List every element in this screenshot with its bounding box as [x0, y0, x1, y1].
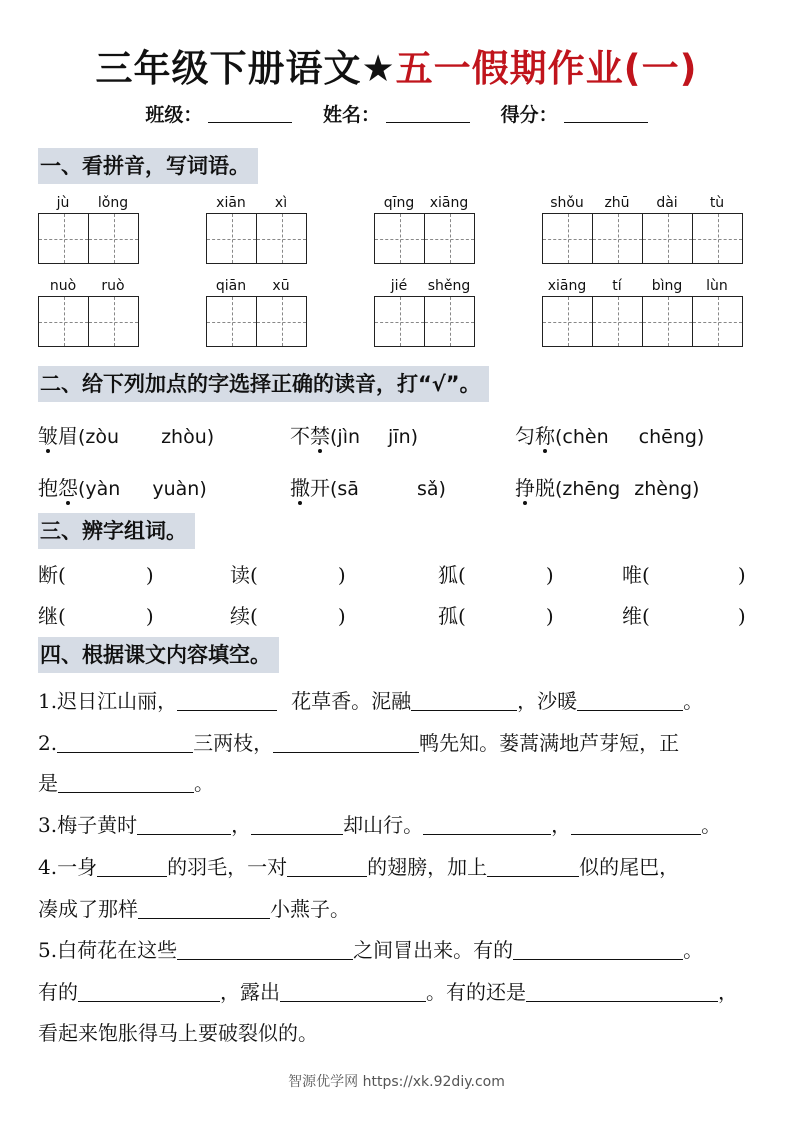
- word-group-item[interactable]: 唯( ): [622, 563, 746, 587]
- writing-grid[interactable]: [206, 213, 307, 264]
- option[interactable]: (sā: [330, 478, 359, 500]
- option[interactable]: yuàn): [152, 478, 207, 500]
- pinyin: shěng: [427, 278, 471, 294]
- word-group-item[interactable]: 孤( ): [438, 604, 554, 628]
- answer-blank[interactable]: [513, 939, 683, 960]
- writing-grid[interactable]: [542, 296, 743, 347]
- pinyin-group: [206, 193, 307, 264]
- class-field[interactable]: [208, 104, 292, 123]
- fill-line: 看起来饱胀得马上要破裂似的。: [38, 1021, 318, 1045]
- writing-grid[interactable]: [38, 213, 139, 264]
- option[interactable]: (jìn: [330, 426, 361, 448]
- pinyin: xū: [272, 278, 290, 294]
- reading-item: [290, 420, 418, 449]
- writing-grid[interactable]: [542, 213, 743, 264]
- writing-grid[interactable]: [38, 296, 139, 347]
- section-3-heading: 三、辨字组词。: [38, 513, 195, 549]
- fill-line: 3.梅子黄时 ， 却山行。 ， 。: [38, 813, 722, 837]
- pinyin: nuò: [49, 278, 77, 294]
- fill-line: 凑成了那样 小燕子。: [38, 897, 350, 921]
- option[interactable]: zhèng): [634, 478, 700, 500]
- answer-blank[interactable]: [423, 814, 551, 835]
- pinyin-group: [374, 193, 475, 264]
- word-char: 开: [310, 476, 330, 500]
- pinyin: ruò: [101, 278, 125, 294]
- dotted-char: 撒: [290, 476, 310, 500]
- answer-blank[interactable]: [97, 856, 167, 877]
- word-group-item[interactable]: 继( ): [38, 604, 154, 628]
- pinyin: bìng: [651, 278, 683, 294]
- answer-blank[interactable]: [577, 690, 683, 711]
- fill-line: 4.一身 的羽毛，一对 的翅膀，加上 似的尾巴，: [38, 855, 680, 879]
- pinyin: lùn: [706, 278, 728, 294]
- fill-line: 是 。: [38, 771, 214, 795]
- reading-item: [38, 472, 207, 501]
- title-main: 三年级下册语文★: [95, 47, 396, 90]
- dotted-char: 挣: [515, 476, 535, 500]
- pinyin: xiāng: [547, 278, 587, 294]
- dotted-char: 称: [535, 424, 555, 448]
- answer-blank[interactable]: [58, 772, 194, 793]
- option[interactable]: (yàn: [78, 478, 121, 500]
- option[interactable]: sǎ): [416, 478, 446, 500]
- pinyin: tù: [709, 195, 725, 211]
- score-label: 得分：: [500, 104, 558, 126]
- answer-blank[interactable]: [177, 939, 353, 960]
- pinyin: xì: [274, 195, 288, 211]
- writing-grid[interactable]: [374, 213, 475, 264]
- reading-item: [515, 472, 699, 501]
- reading-item: [515, 420, 704, 449]
- section-1-heading: 一、看拼音，写词语。: [38, 148, 258, 184]
- word-char: 眉: [58, 424, 78, 448]
- answer-blank[interactable]: [138, 898, 270, 919]
- answer-blank[interactable]: [78, 981, 220, 1002]
- writing-grid[interactable]: [374, 296, 475, 347]
- title-highlight: 五一假期作业(一): [395, 47, 698, 90]
- section-2-heading: 二、给下列加点的字选择正确的读音，打“√”。: [38, 366, 489, 402]
- answer-blank[interactable]: [251, 814, 343, 835]
- word-group-item[interactable]: 断( ): [38, 563, 154, 587]
- answer-blank[interactable]: [57, 732, 193, 753]
- word-char: 脱: [535, 476, 555, 500]
- word-char: 不: [290, 424, 310, 448]
- pinyin-group: [374, 276, 475, 347]
- word-char: 抱: [38, 476, 58, 500]
- answer-blank[interactable]: [487, 856, 579, 877]
- fill-line: 2. 三两枝， 鸭先知。蒌蒿满地芦芽短，正: [38, 731, 680, 755]
- word-group-item[interactable]: 续( ): [230, 604, 346, 628]
- option[interactable]: jīn): [388, 426, 419, 448]
- option[interactable]: zhòu): [161, 426, 215, 448]
- pinyin-group: [542, 276, 743, 347]
- pinyin: dài: [656, 195, 678, 211]
- fill-line: 1.迟日江山丽， 花草香。泥融 ，沙暖 。: [38, 689, 704, 713]
- footer-watermark: 智源优学网 https://xk.92diy.com: [288, 1074, 505, 1090]
- pinyin: qiān: [215, 278, 247, 294]
- answer-blank[interactable]: [411, 690, 517, 711]
- pinyin: xiāng: [429, 195, 469, 211]
- score-field[interactable]: [564, 104, 648, 123]
- word-group-item[interactable]: 狐( ): [438, 563, 554, 587]
- class-label: 班级：: [145, 104, 203, 126]
- word-char: 匀: [515, 424, 535, 448]
- name-label: 姓名：: [322, 104, 380, 126]
- word-group-item[interactable]: 维( ): [622, 604, 746, 628]
- pinyin-group: [38, 193, 139, 264]
- section-4-heading: 四、根据课文内容填空。: [38, 637, 279, 673]
- reading-item: [38, 420, 214, 449]
- dotted-char: 禁: [310, 424, 330, 448]
- pinyin: qīng: [383, 195, 415, 211]
- writing-grid[interactable]: [206, 296, 307, 347]
- student-info: [0, 100, 793, 127]
- option[interactable]: (chèn: [555, 426, 609, 448]
- pinyin-group: [206, 276, 307, 347]
- option[interactable]: (zhēng: [555, 478, 621, 500]
- pinyin-group: [38, 276, 139, 347]
- pinyin: tí: [612, 278, 622, 294]
- pinyin: jù: [56, 195, 70, 211]
- answer-blank[interactable]: [526, 981, 718, 1002]
- pinyin: jié: [390, 278, 408, 294]
- pinyin: zhū: [604, 195, 630, 211]
- pinyin: lǒng: [97, 195, 129, 211]
- page-title: [0, 38, 793, 92]
- dotted-char: 皱: [38, 424, 58, 448]
- pinyin-group: [542, 193, 743, 264]
- answer-blank[interactable]: [137, 814, 231, 835]
- answer-blank[interactable]: [287, 856, 367, 877]
- answer-blank[interactable]: [571, 814, 701, 835]
- pinyin: shǒu: [550, 195, 584, 211]
- answer-blank[interactable]: [177, 690, 277, 711]
- reading-item: [290, 472, 446, 501]
- fill-line: 有的 ，露出 。有的还是 ，: [38, 980, 738, 1004]
- dotted-char: 怨: [58, 476, 78, 500]
- fill-line: 5.白荷花在这些 之间冒出来。有的 。: [38, 938, 704, 962]
- pinyin: xiān: [216, 195, 246, 211]
- answer-blank[interactable]: [280, 981, 426, 1002]
- option[interactable]: chēng): [638, 426, 705, 448]
- name-field[interactable]: [386, 104, 470, 123]
- option[interactable]: (zòu: [78, 426, 120, 448]
- word-group-item[interactable]: 读( ): [230, 563, 346, 587]
- answer-blank[interactable]: [273, 732, 419, 753]
